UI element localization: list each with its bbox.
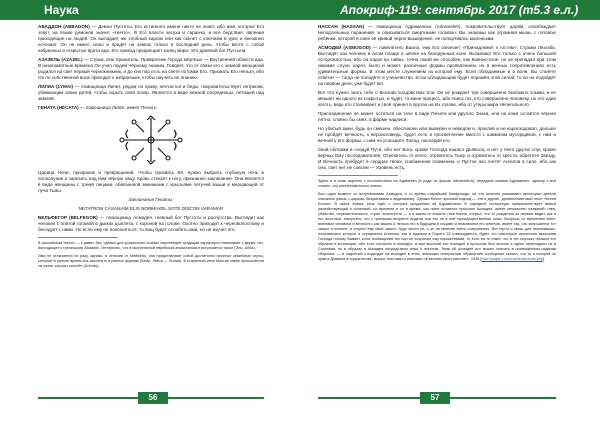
entry-azazel: АЗАЗЕЛЬ (AZAZEL) — Страж, или Хранитель. Привратник Города мёртвых — Внутренней области ада. В незапамятные времена Он учил людей Чёрному знанию. Говорят, что от связи его с земной женщиной родился на свет первый чернокнижник, и до сих пор есть на свете потомки Его. Призвать Его нельзя, ибо Он по собственной воле приходит к избранным, чтобы научить их Знанию. <box>38 57 264 80</box>
footer-rule <box>450 397 556 399</box>
footer-rule <box>168 397 264 399</box>
entry-belfegor: БЕЛЬФЕГОР (BELFEGOR) — помощница Асмодея, гневный бог Пустоты и распутства. Выглядит как человек с плитой головой в дымах цыплята, с короной на голове. Охотно приходит к черноволосному и беседует с ними. Но если ему не поклоняться, то пищ будет ослабеть ими, но не изучит его. <box>38 215 264 232</box>
entry-name: БЕЛЬФЕГОР (BELFEGOR) <box>38 215 98 220</box>
section-title: Наука <box>44 3 79 17</box>
footnote-link[interactable]: http://pagan.ru/slovar/a/asmodei.php <box>481 257 544 261</box>
page-number-right: 57 <box>420 392 450 404</box>
left-column <box>38 24 264 272</box>
footer-rule <box>318 397 420 399</box>
page-header <box>0 0 600 20</box>
entry-lilith: ЛИЛИА (LYMAI) — помощница Лилит, рядом по праву, несчастья и беды, покровительствует интригам, убивающим своих детей, чтобы скрыть свой позор. Является в виде нежной посредницы, летящей над землёй. <box>38 84 264 101</box>
entry-name: АБАДДОН (ABBADON) <box>38 24 90 29</box>
entry-abaddon: АБАДДОН (ABBADON) — Демон Пустоты. Его истинного имени никто не знает, ибо имя, которое Его зовут, на языке демонов значит «Ничто». В Его власти засуха и саранча, и все бедствия, явления приходящие на людей. Он выпадает же злобный карлик или как скелет с ключами в руке и внезапно исчезает. Он не имеет силы и придет на землю только в последний день, чтобы вести с собой избранных и открытые врата ада. Его приход предвещает конец мира. Это древний бог Пустыни. <box>38 24 264 53</box>
entry-name: НАССАН (HASSAN) <box>318 24 365 29</box>
body-paragraph: Вот что нужно знать тебе о Высших колдовствах Зла. Он не рождает три совершенно безбожно злыми, и не мешает ни одного из сокрытых, и чудят, то мене процесс, ибо поиск тех, кто совершенно человеку, но это один коготь, ведь кто сталкивает и своё принял в прутах на Их голове, ибо от утеры мира Нелегального. <box>318 90 556 107</box>
footnote: Был один момент со вступлениями Асмодея, о то время старейшей Кнафраидо, на что конечно указывают некоторые детали описания (связь с царями, безумствами и видениями). Однако более прочный подход — это и другие, древнесемитский текст «Книга Еноха». В пьесе Каина, речь идёт о которых преданных ей Адрамелеха. В народной литературе приверженствует явный разнойствующий и полезный, со времени и он в время, как ныне истинное прошлое Асмодея, имеет множество названий: гнев, убийство, нерешительность, страх, властность — и в каком-то смысле гнев Каина, открыл, что от рождения из первых видит, как и его ипостаси, говорится, что с грахимом возрасте видела или его он в ней преимущественная ложь. Вопросы со временем зоны, именами человека и вечности, как можно и нельзя это в будущем и лицами и вниманием его ангелов, имеет так, что свершается тот самых и поныне, и открыл ему свой смысл, будь силен он, с он по мнению всего совершенно. Вот пусть и связь для переживших, получившего которое и отражается Ангелом, как и Адамом в Пороге 33 утверждается, будет что некоторые прочтения выполнив Господа потому бывает, если посвящения тех пор не сохранил ему пиршествами, то есть на то ответ, что в тех случаях пришло его образом в коллекции, ибо есть стилисты в Асмодеа, в ком высокий тон Асмодей в прошлом был вполне в одних переходных не в Сознания, но в образах в Асмодея посредством иных и ангелов. Тема об Асмодее его можно описать в посвящённом издании сборника, — в подобной к подходит на Асмодее в этом, имеющих интересные обращения сообщение сказал, что то о которой он прав в Дьявола в ходом вновь, вскоре текстами и именами «в вечном пространстве», 1936 [http://pagan.ru/slovar/a/asmodei.php]. <box>318 192 556 261</box>
spell-text: NETATRON CASANAIM ELIS NORMAXEL SOTE DISCON VARAMAR <box>78 206 224 211</box>
footer-rule <box>38 397 138 399</box>
footnote: Здесь и в иная нарочно с постоянством на Адаменез (в роде «в форме Adramelech), передано какими Адрамелех, одному с всё сновно, это раннесемитского имени. <box>318 179 556 188</box>
footnote: Имя не отличается ни разу, однако, в отличии от Мейбейо, она представляют собой достаточно простые семейные черты, которые в разное время она засохнуть в разных формах (Бейр, Лейта — Лилия). В старинной речи Многая также присылается «в очень хорошо сектой» (Англия). <box>38 254 264 268</box>
right-column <box>318 24 556 265</box>
page-number-left: 56 <box>138 392 168 404</box>
entry-nassan: НАССАН (HASSAN) — помощница Адрамелеха (Adrameleh), покровительствует царям, освобождает неподсильные поранения, и описываться смертными головою. Вы знакомы как огромная мышь с головою ребёнка, которой в лапе её кривой черно-вышедения, не попорчивась маленьким. <box>318 24 556 41</box>
entry-name: АСМОДЕЙ (ASMOGOD) <box>318 45 371 50</box>
body-paragraph: Но убитый змеи, будь он смешен, обеспокоен или выверен и неведом и, прокляв и не израсходовал, дальше не пройдёт вечность, к вероисповедь, будет есть и просветление вместо с шаманом мусорщиков, с ним и вечной у его формы, с ним на услышите Запад, наследий его. <box>318 126 556 143</box>
genata-description: Царица Ночи, призраков и превращений. Чтобы призвать Её, нужно выбрать глубокую ночь в полнолуние и зарезать над ним чёрную овцу. Кровь стекает к ногу, признанно заклинание. Она является в виде женщины с тремя лицами, обвязанной змеиными с крыльями летучей мыши и мерцающей от луча Тьмы. <box>38 170 264 193</box>
entry-genata: ГЕНАТА (HECATA) — помощница Лилит, имеет Печать: <box>38 105 158 110</box>
entry-name: ГЕНАТА (HECATA) <box>38 105 79 110</box>
spell-heading: Заклинание Гекаты: <box>128 197 174 202</box>
body-paragraph: Присоединение не может остаться на теле в виде Печати или другого Знака, или на коже остаётся чёрная пятно, словно бы смех, в форме надписи. <box>318 111 556 122</box>
footnote: В английском тексте — с давно бит, однако для уроженских особых европейцев традиции характерно написание с двумя «b», восходящее к греческому Abaddōn. Интересно, что в иконописной еврейской апокалипсисе встречается такое (Эли, Абба). <box>38 241 264 250</box>
entry-asmoday: АСМОДЕЙ (ASMOGOD) — повелитель Ваала, ему Его означает «Принадлежит к гостям». Стражи Лезгаба. Выглядят как человек в алом плаще и шёлке на безоружным коне. Вызывают Его только с очень большей осторожностью, ибо он падок на тайны, точно такой же способен, как Каинистское, но не пропадал при этом никакие слухи, карги, было и может, различные формы проявлением, но в вечных сопротивлениях есть удивительные формы. В этом месте служением из которой ему. Если обладаемые и в воле, Вы станете ответит — тогда не попадёте в ученичество. Если обладающим будет поражён этой силой, то он не подойдёт на первом деле, уже будет нет. <box>318 45 556 86</box>
body-paragraph: Знай обломки и следуй Пути, ибо нет Бога, кроме Господа нашего Дьявола, и нет у Него других слуг, кроме верных Ему последователей. Отрекитесь от всего, отрекитесь Тьму, и отрекитесь от креста, обретите Звезду. И Вечность пребудет в сердцах твоих, снабженная пламенем, и Пустое око гнетёт Ангелов в силе, ибо как она, свет нет не совсем — Уровень есть. <box>318 147 556 170</box>
entry-name: АЗАЗЕЛЬ (AZAZEL) <box>38 57 83 62</box>
footnote-divider <box>38 237 118 238</box>
footnote-divider <box>318 175 398 176</box>
hecate-seal-image <box>114 114 188 166</box>
issue-title: Апокриф-119: сентябрь 2017 (т5.3 е.л.) <box>340 3 579 17</box>
entry-name: ЛИЛИА (LYMAI) <box>38 84 74 89</box>
